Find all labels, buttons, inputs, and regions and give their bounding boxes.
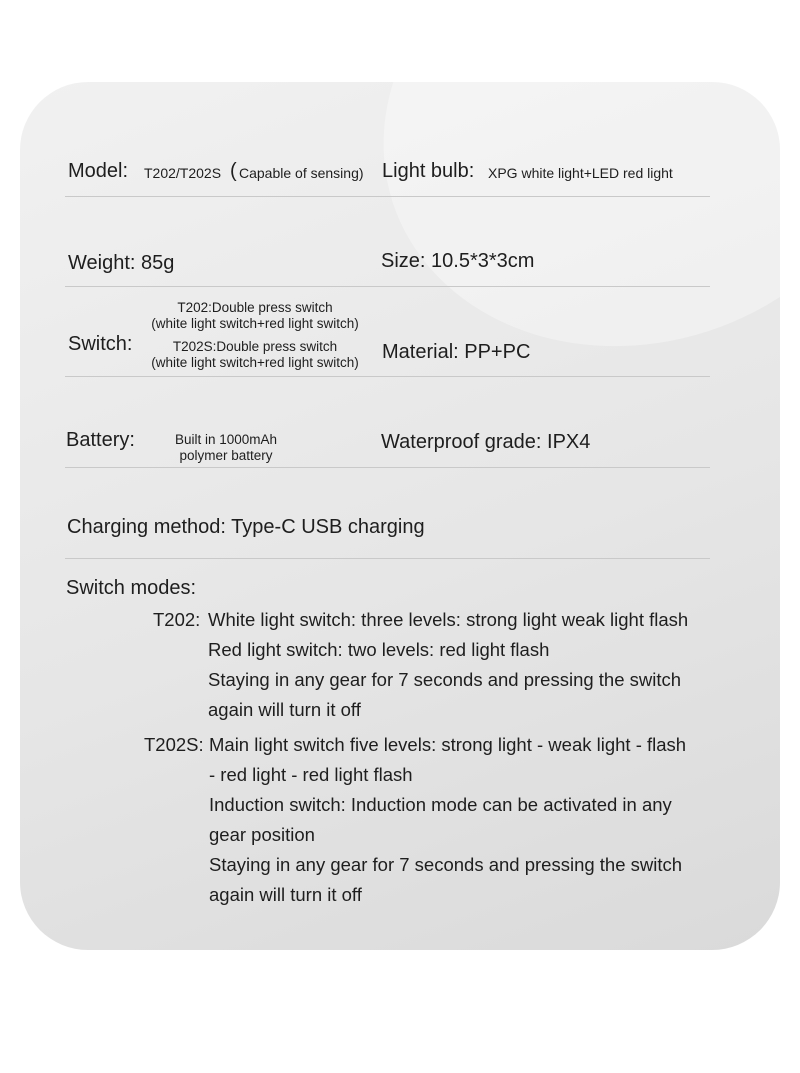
- switch-t202-block: [128, 300, 382, 332]
- light-bulb-value: XPG white light+LED red light: [488, 165, 673, 181]
- mode-t202s-line: Main light switch five levels: strong light - weak light - flash: [209, 734, 687, 755]
- switch-t202s-line1: T202S:Double press switch: [172, 339, 338, 354]
- mode-t202-line: Staying in any gear for 7 seconds and pressing the switch: [208, 669, 682, 690]
- material-text: Material: PP+PC: [382, 341, 531, 363]
- switch-t202s-line2: (white light switch+red light switch): [151, 355, 359, 370]
- mode-t202s-line: Induction switch: Induction mode can be activated in any: [209, 794, 672, 815]
- waterproof-text: Waterproof grade: IPX4: [381, 431, 591, 453]
- mode-t202s-line: gear position: [209, 824, 315, 845]
- model-note: Capable of sensing): [239, 165, 364, 181]
- switch-t202s-block: [128, 339, 382, 371]
- mode-t202-line: White light switch: three levels: strong light weak light flash: [208, 609, 689, 630]
- mode-t202-label: T202:: [153, 609, 201, 630]
- mode-t202s-label: T202S:: [144, 734, 204, 755]
- model-paren: (: [230, 160, 237, 182]
- modes-heading: Switch modes:: [66, 577, 197, 599]
- mode-t202-line: again will turn it off: [208, 699, 361, 720]
- mode-t202s-line: Staying in any gear for 7 seconds and pressing the switch: [209, 854, 683, 875]
- model-value: T202/T202S: [144, 165, 222, 181]
- size-text: Size: 10.5*3*3cm: [381, 250, 535, 272]
- model-label: Model:: [68, 160, 129, 182]
- divider: [65, 467, 710, 468]
- weight-text: Weight: 85g: [68, 252, 175, 274]
- mode-t202s-line: - red light - red light flash: [209, 764, 413, 785]
- divider: [65, 376, 710, 377]
- divider: [65, 196, 710, 197]
- switch-t202-line1: T202:Double press switch: [177, 300, 333, 315]
- switch-label: Switch:: [68, 333, 133, 355]
- divider: [65, 558, 710, 559]
- mode-t202-line: Red light switch: two levels: red light flash: [208, 639, 550, 660]
- divider: [65, 286, 710, 287]
- battery-value-block: [150, 432, 302, 464]
- light-bulb-label: Light bulb:: [382, 160, 475, 182]
- mode-t202s-line: again will turn it off: [209, 884, 362, 905]
- switch-t202-line2: (white light switch+red light switch): [151, 316, 359, 331]
- battery-line1: Built in 1000mAh: [174, 432, 278, 447]
- battery-line2: polymer battery: [179, 448, 273, 463]
- battery-label: Battery:: [66, 429, 135, 451]
- charging-text: Charging method: Type-C USB charging: [67, 516, 425, 538]
